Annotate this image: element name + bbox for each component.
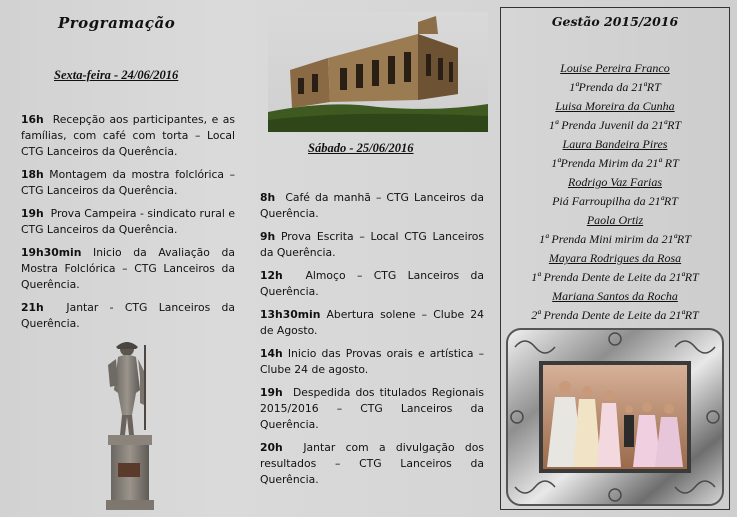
saturday-events [260,190,484,495]
friday-column [0,0,245,517]
friday-events [21,112,235,339]
group-photo-ornate-frame [505,327,725,507]
member-name: Louise Pereira Franco [560,61,670,75]
event-item: 9h Prova Escrita – Local CTG Lanceiros da Querência. [260,230,484,259]
event-item: 12h Almoço – CTG Lanceiros da Querência. [260,269,484,298]
event-item: 16h Recepção aos participantes, e as famílias, com café com torta – Local CTG Lanceiros da Querência. [21,113,235,158]
friday-title: Sexta-feira - 24/06/2016 [54,68,179,82]
event-item: 13h30min Abertura solene – Clube 24 de Agosto. [260,308,485,337]
event-item: 20h Jantar com a divulgação dos resultados – CTG Lanceiros da Querência. [260,441,484,486]
member-name: Laura Bandeira Pires [562,137,668,151]
member-name: Paola Ortiz [586,213,644,227]
gaucho-statue-photo [94,335,164,510]
event-item: 18h Montagem da mostra folclórica – CTG Lanceiros da Querência. [21,168,235,197]
saturday-title: Sábado - 25/06/2016 [308,141,414,155]
event-item: 19h Prova Campeira - sindicato rural e CTG Lanceiros da Querência. [21,207,235,236]
member-role: 2ª Prenda Dente de Leite da 21ªRT [531,308,699,322]
event-item: 19h Despedida dos titulados Regionais 2015/2016 – CTG Lanceiros da Querência. [260,386,484,431]
member-name: Mariana Santos da Rocha [552,289,678,303]
member-name: Mayara Rodrigues da Rosa [548,251,682,265]
member-role: 1ªPrenda da 21ªRT [569,80,661,94]
member-role: Piá Farroupilha da 21ªRT [552,194,678,208]
event-item: 19h30min Inicio da Avaliação da Mostra Folclórica – CTG Lanceiros da Querência. [21,246,236,291]
member-role: 1ªPrenda Mirim da 21ª RT [551,156,679,170]
event-item: 8h Café da manhã – CTG Lanceiros da Querência. [260,191,484,220]
member-role: 1ª Prenda Dente de Leite da 21ªRT [531,270,699,284]
member-name: Luisa Moreira da Cunha [555,99,675,113]
member-role: 1ª Prenda Juvenil da 21ªRT [548,118,682,132]
gestao-members [501,59,729,325]
programacao-title: Programação [58,14,176,32]
gestao-title: Gestão 2015/2016 [551,14,679,29]
event-item: 21h Jantar - CTG Lanceiros da Querência. [21,301,235,330]
event-item: 14h Inicio das Provas orais e artística – Clube 24 de agosto. [260,347,484,376]
member-name: Rodrigo Vaz Farias [567,175,662,189]
member-role: 1ª Prenda Mini mirim da 21ªRT [539,232,691,246]
ruin-building-photo [268,12,488,132]
